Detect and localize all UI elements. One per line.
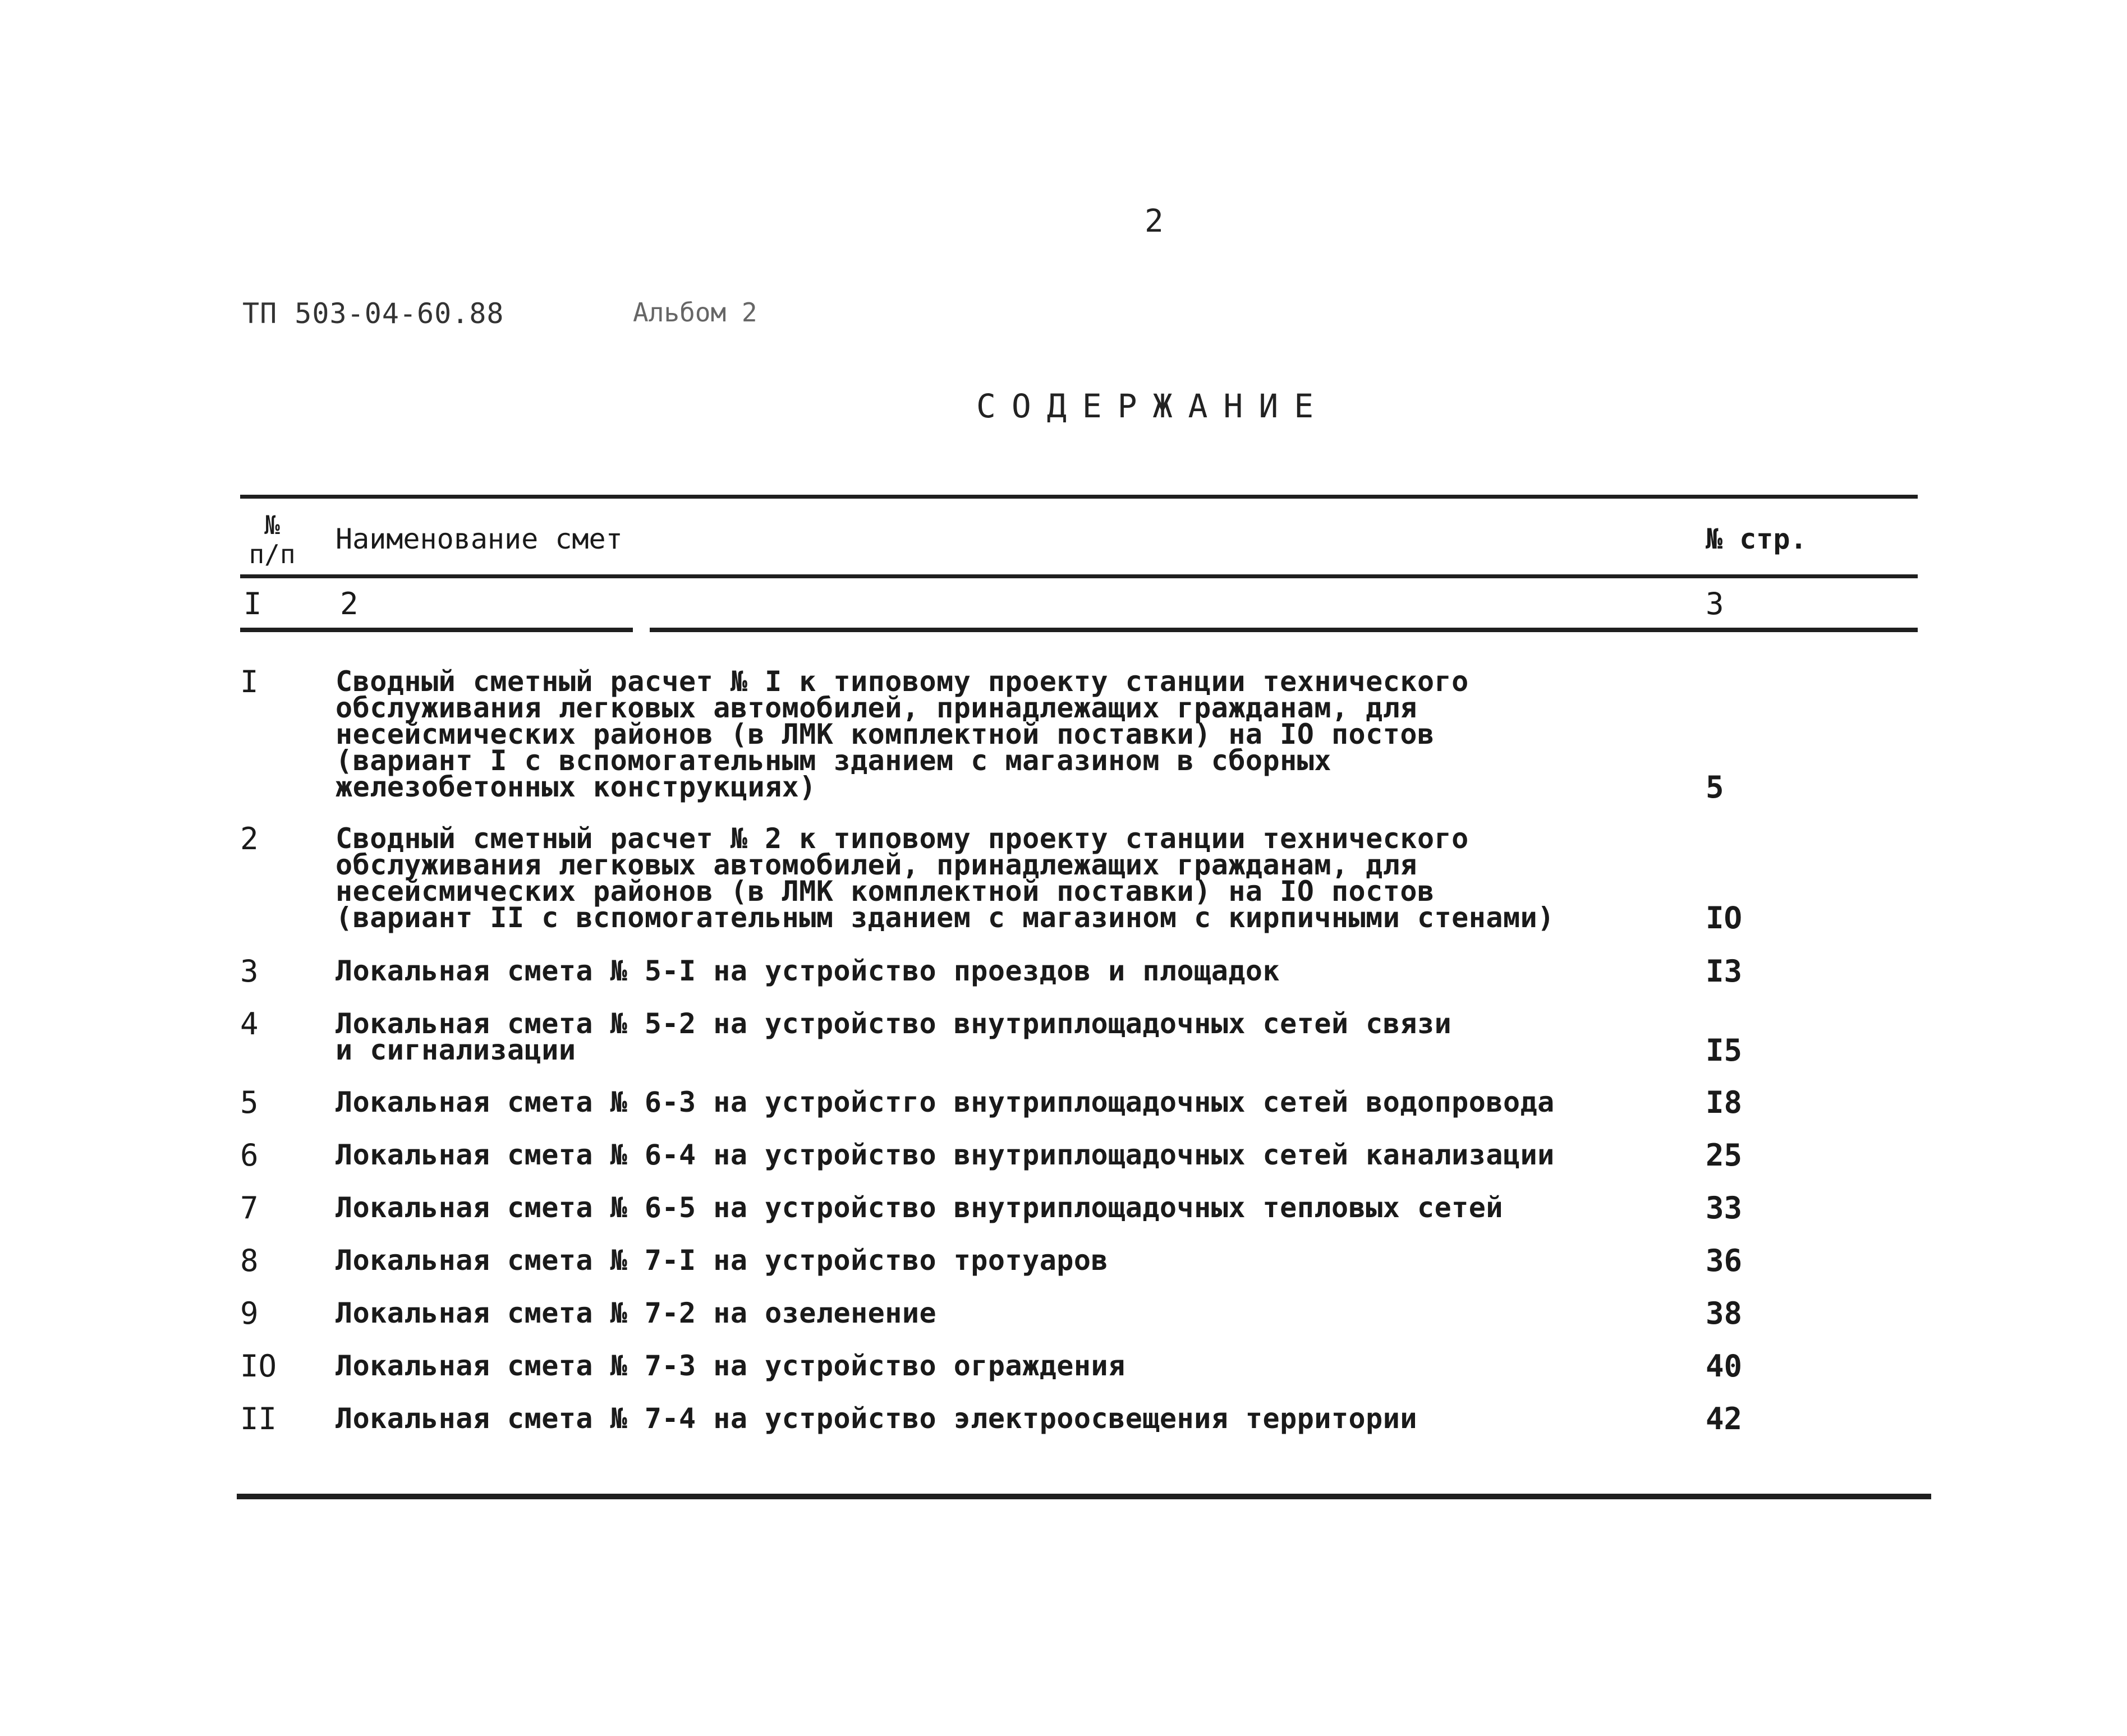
header-divider-rule [240,574,1918,578]
row-number: 8 [240,1243,259,1278]
header-row-number: № п/п [249,510,296,569]
page-ref: 38 [1706,1296,1743,1331]
page-number: 2 [1145,203,1164,240]
page-ref: 33 [1706,1190,1743,1226]
estimate-name: Локальная смета № 6-5 на устройство внутриплощадочных тепловых сетей [336,1191,1503,1224]
page-ref: I3 [1706,954,1743,989]
row-number: IO [240,1348,277,1384]
row-number: 2 [240,821,259,857]
estimate-name: Локальная смета № 7-3 на устройство ограждения [336,1350,1125,1382]
header-page-number: № стр. [1706,523,1807,555]
estimate-name: Сводный сметный расчет № I к типовому проекту станции технического обслуживания легковых автомобилей, принадлежащих гражданам, для несейсмических районов (в ЛМК комплектной поставки) на IO постов (вариант I с вспомогательным зданием с магазином в сборных железобетонных конструкциях) [336,665,1469,803]
estimate-name: Локальная смета № 5-2 на устройство внутриплощадочных сетей связи и сигнализации [336,1007,1452,1066]
column-number-3: 3 [1706,586,1724,621]
page-ref: 25 [1706,1138,1743,1173]
row-number: 9 [240,1296,259,1331]
header-estimate-name: Наименование смет [336,523,623,555]
column-numbers-rule-left [240,628,633,632]
row-number: II [240,1401,277,1436]
estimate-name: Локальная смета № 5-I на устройство проездов и площадок [336,955,1280,987]
page-ref: 5 [1706,770,1724,805]
column-number-1: I [244,586,262,621]
page-ref: 40 [1706,1348,1743,1384]
page-ref: 42 [1706,1401,1743,1436]
estimate-name: Локальная смета № 7-I на устройство тротуаров [336,1244,1109,1277]
column-number-2: 2 [340,586,359,621]
row-number: 4 [240,1006,259,1042]
row-number: 3 [240,954,259,989]
estimate-name: Локальная смета № 7-4 на устройство электроосвещения территории [336,1402,1417,1435]
album-label: Альбом 2 [633,297,757,328]
document-code: ТП 503-04-60.88 [242,297,504,330]
contents-title: СОДЕРЖАНИЕ [976,387,1330,425]
estimate-name: Локальная смета № 7-2 на озеленение [336,1297,937,1329]
estimate-name: Сводный сметный расчет № 2 к типовому проекту станции технического обслуживания легковых автомобилей, принадлежащих гражданам, для несейсмических районов (в ЛМК комплектной поставки) на IO постов (вариант II с вспомогательным зданием с магазином с кирпичными стенами) [336,822,1555,934]
table-top-rule [240,495,1918,499]
row-number: 6 [240,1138,259,1173]
row-number: 5 [240,1085,259,1120]
row-number: 7 [240,1190,259,1226]
table-bottom-rule [237,1494,1931,1499]
estimate-name: Локальная смета № 6-3 на устройстго внутриплощадочных сетей водопровода [336,1086,1555,1118]
estimate-name: Локальная смета № 6-4 на устройство внутриплощадочных сетей канализации [336,1139,1555,1171]
page-ref: IO [1706,900,1743,936]
page-ref: I5 [1706,1033,1743,1068]
page-ref: 36 [1706,1243,1743,1278]
page-ref: I8 [1706,1085,1743,1120]
row-number: I [240,664,259,699]
column-numbers-rule-right [650,628,1918,632]
